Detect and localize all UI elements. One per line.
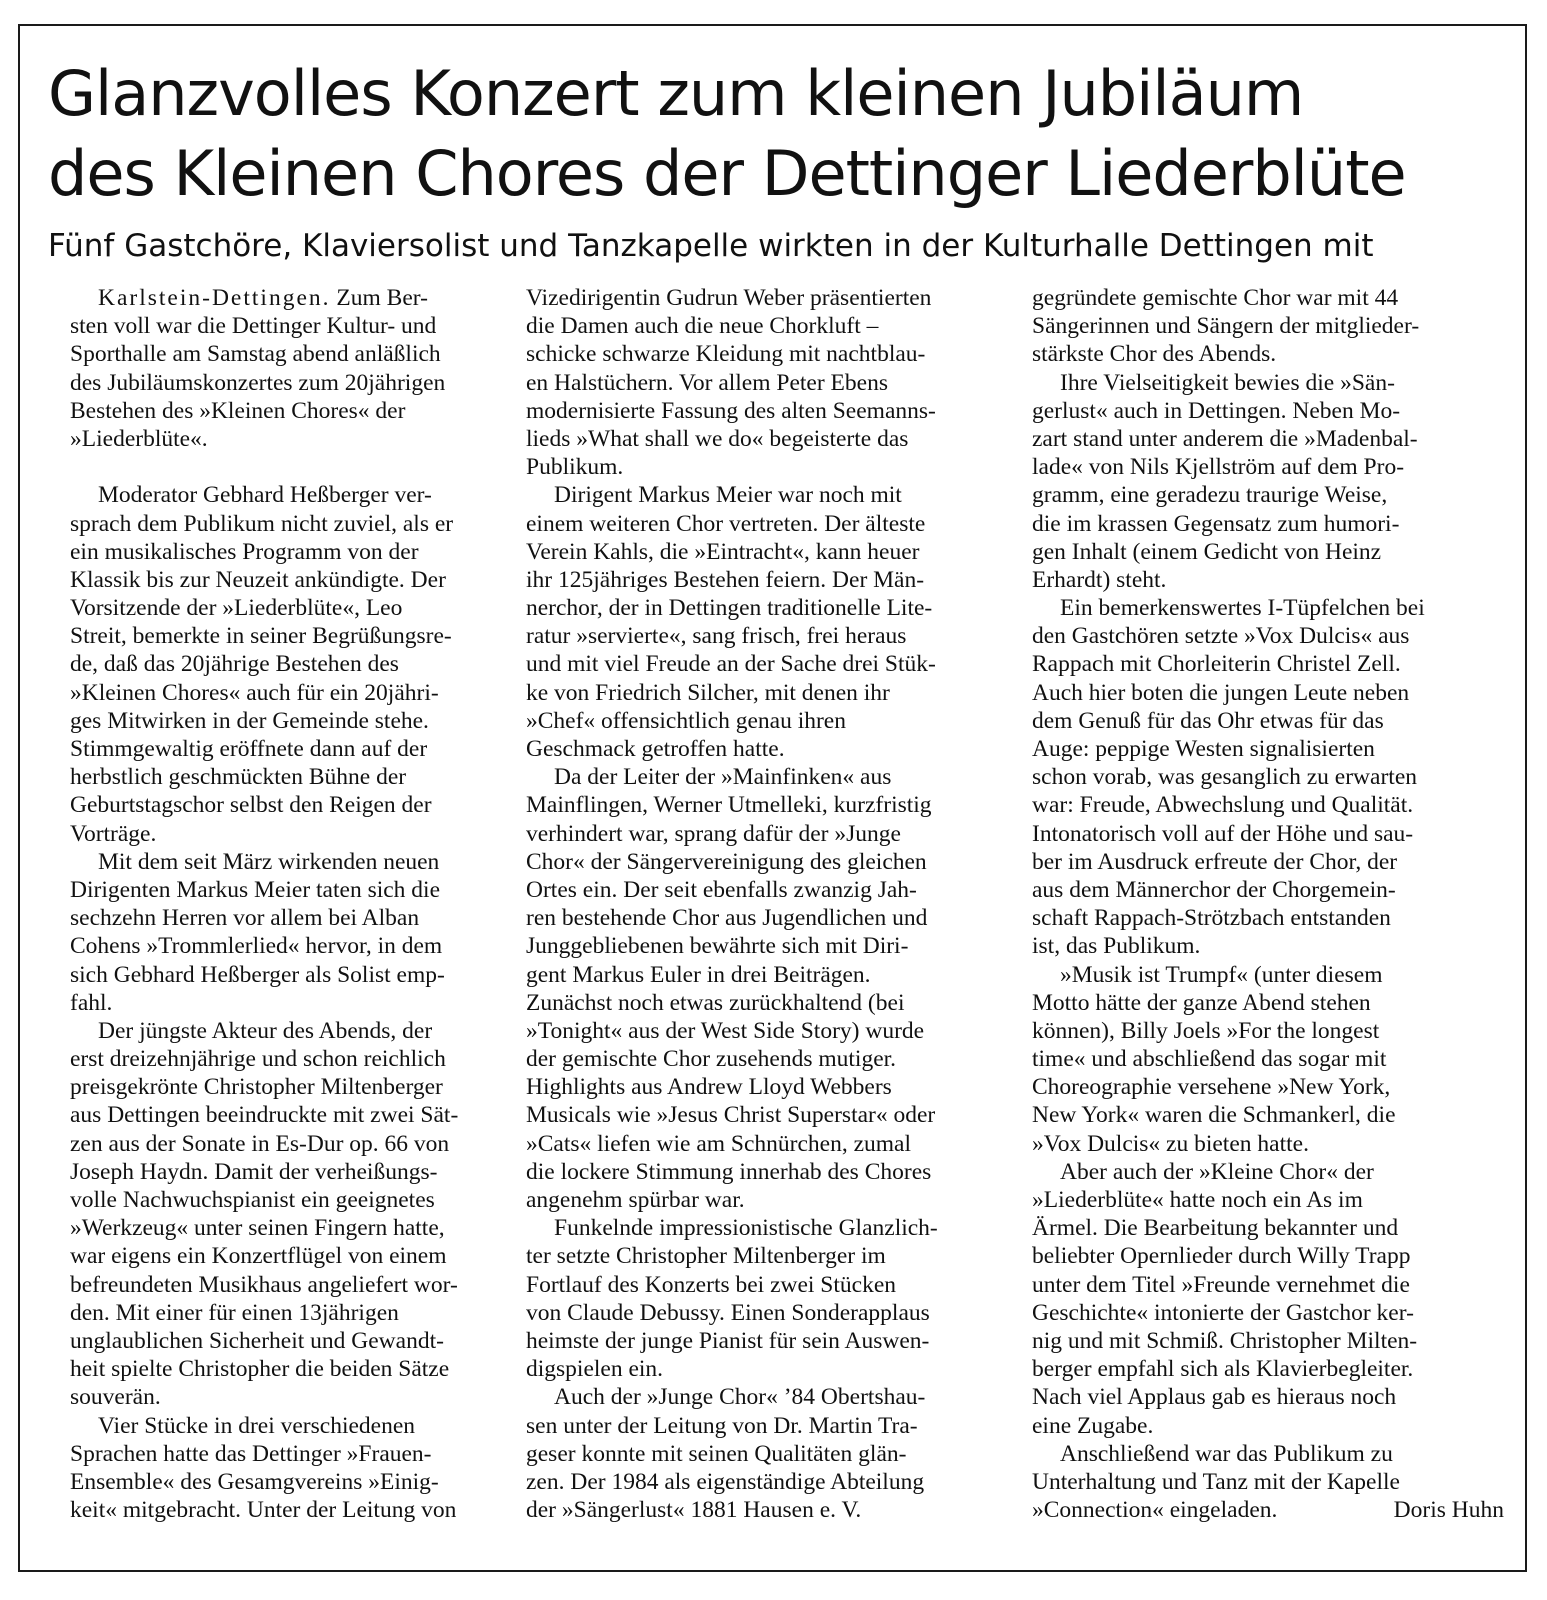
text-line: ren bestehende Chor aus Jugendlichen und <box>526 905 928 932</box>
text-line: Auch hier boten die jungen Leute neben <box>1032 679 1410 706</box>
headline <box>48 54 1508 214</box>
text-line: sten voll war die Dettinger Kultur- und <box>70 313 437 340</box>
text-line: gramm, eine geradezu traurige Weise, <box>1032 482 1388 509</box>
text-line: time« und abschließend das sogar mit <box>1032 1046 1387 1073</box>
text-line: war: Freude, Abwechslung und Qualität. <box>1032 792 1414 819</box>
text-line: Unterhaltung und Tanz mit der Kapelle <box>1032 1468 1400 1495</box>
text-line: sechzehn Herren vor allem bei Alban <box>70 905 420 932</box>
text-line: ges Mitwirken in der Gemeinde stehe. <box>70 707 429 734</box>
text-line: »Tonight« aus der West Side Story) wurde <box>526 1017 925 1044</box>
text-line: Zunächst noch etwas zurückhaltend (bei <box>526 989 905 1016</box>
text-line: gent Markus Euler in drei Beiträgen. <box>526 961 871 988</box>
text-line: verhindert war, sprang dafür der »Junge <box>526 820 901 847</box>
text-line: die im krassen Gegensatz zum humori- <box>1032 510 1400 537</box>
text-line: herbstlich geschmückten Bühne der <box>70 764 407 791</box>
text-line: »Vox Dulcis« zu bieten hatte. <box>1032 1130 1309 1157</box>
text-line: der gemischte Chor zusehends mutiger. <box>526 1046 897 1073</box>
line-text: Zum Ber- <box>330 285 428 311</box>
text-line: gerlust« auch in Dettingen. Neben Mo- <box>1032 397 1401 424</box>
text-line: war eigens ein Konzertflügel von einem <box>70 1243 447 1270</box>
text-line: ist, das Publikum. <box>1032 933 1201 960</box>
text-line: Dirigenten Markus Meier taten sich die <box>70 876 441 903</box>
text-line: Vorsitzende der »Liederblüte«, Leo <box>70 595 403 622</box>
text-line: keit« mitgebracht. Unter der Leitung von <box>70 1497 457 1524</box>
text-line: volle Nachwuchspianist ein geeignetes <box>70 1187 435 1213</box>
text-line: Anschließend war das Publikum zu <box>1060 1440 1393 1467</box>
line-text: »Connection« eingeladen. <box>1032 1497 1278 1524</box>
text-line: »Cats« liefen wie am Schnürchen, zumal <box>526 1130 912 1157</box>
text-line: aus dem Männerchor der Chorgemein- <box>1032 876 1396 903</box>
text-line: Nach viel Applaus gab es hieraus noch <box>1032 1384 1397 1411</box>
text-line: ihr 125jähriges Bestehen feiern. Der Män- <box>526 566 925 593</box>
text-line: die Damen auch die neue Chorkluft – <box>526 313 879 340</box>
text-line: »Musik ist Trumpf« (unter diesem <box>1060 961 1383 988</box>
article-column-1 <box>70 284 542 1524</box>
text-line: »Kleinen Chores« auch für ein 20jähri- <box>70 679 439 706</box>
text-line: Der jüngste Akteur des Abends, der <box>98 1017 433 1044</box>
text-line: befreundeten Musikhaus angeliefert wor- <box>70 1271 458 1298</box>
text-line: en Halstüchern. Vor allem Peter Ebens <box>526 369 888 396</box>
text-line: schicke schwarze Kleidung mit nachtblau- <box>526 341 926 368</box>
text-line: modernisierte Fassung des alten Seemanns- <box>526 397 936 424</box>
text-line: Sporthalle am Samstag abend anläßlich <box>70 341 441 368</box>
article-column-3 <box>1032 284 1504 1524</box>
text-line: zart stand unter anderem die »Madenbal- <box>1032 425 1418 452</box>
text-line: beliebter Opernlieder durch Willy Trapp <box>1032 1243 1411 1270</box>
text-line: Highlights aus Andrew Lloyd Webbers <box>526 1074 892 1101</box>
text-line: unglaublichen Sicherheit und Gewandt- <box>70 1327 444 1354</box>
text-line: zen. Der 1984 als eigenständige Abteilung <box>526 1468 925 1495</box>
text-line: heit spielte Christopher die beiden Sätze <box>70 1356 450 1383</box>
text-line: Publikum. <box>526 454 624 481</box>
text-line: aus Dettingen beeindruckte mit zwei Sät- <box>70 1102 459 1129</box>
text-line: eine Zugabe. <box>1032 1412 1154 1439</box>
text-line: Funkelnde impressionistische Glanzlich- <box>554 1215 938 1242</box>
text-line: Junggebliebenen bewährte sich mit Diri- <box>526 933 909 960</box>
text-line: New York« waren die Schmankerl, die <box>1032 1102 1396 1129</box>
text-line: Geburtstagschor selbst den Reigen der <box>70 792 432 819</box>
text-line: gen Inhalt (einem Gedicht von Heinz <box>1032 538 1382 565</box>
text-line: berger empfahl sich als Klavierbegleiter. <box>1032 1356 1414 1383</box>
text-line: souverän. <box>70 1384 161 1411</box>
text-line: Ein bemerkenswertes I-Tüpfelchen bei <box>1060 595 1425 622</box>
text-line <box>70 284 542 312</box>
text-line: Vizedirigentin Gudrun Weber präsentierten <box>526 285 932 311</box>
dateline: Karlstein-Dettingen. <box>98 285 331 311</box>
paragraph-gap <box>70 453 542 481</box>
text-line: den Gastchören setzte »Vox Dulcis« aus <box>1032 623 1410 650</box>
text-line: fahl. <box>70 989 113 1016</box>
text-line <box>1032 1496 1504 1524</box>
text-line: heimste der junge Pianist für sein Auswen- <box>526 1327 930 1354</box>
text-line: ber im Ausdruck erfreute der Chor, der <box>1032 848 1398 875</box>
text-line: Erhardt) steht. <box>1032 566 1167 593</box>
text-line: Cohens »Trommlerlied« hervor, in dem <box>70 933 443 960</box>
text-line: Streit, bemerkte in seiner Begrüßungsre- <box>70 623 452 650</box>
text-line: von Claude Debussy. Einen Sonderapplaus <box>526 1299 930 1326</box>
text-line: der »Sängerlust« 1881 Hausen e. V. <box>526 1497 862 1524</box>
text-line: Aber auch der »Kleine Chor« der <box>1060 1158 1374 1185</box>
text-line: des Jubiläumskonzertes zum 20jährigen <box>70 369 446 396</box>
text-line: Sängerinnen und Sängern der mitglieder- <box>1032 313 1420 340</box>
text-line: Motto hätte der ganze Abend stehen <box>1032 989 1371 1016</box>
text-line: Joseph Haydn. Damit der verheißungs- <box>70 1158 438 1185</box>
text-line: lieds »What shall we do« begeisterte das <box>526 425 909 452</box>
text-line: gegründete gemischte Chor war mit 44 <box>1032 285 1399 311</box>
text-line: die lockere Stimmung innerhab des Chores <box>526 1158 932 1185</box>
text-line: de, daß das 20jährige Bestehen des <box>70 651 399 678</box>
text-line: digspielen ein. <box>526 1356 664 1383</box>
headline-line-2: des Kleinen Chores der Dettinger Liederblüte <box>48 137 1406 210</box>
text-line: unter dem Titel »Freunde vernehmet die <box>1032 1271 1410 1298</box>
text-line: nerchor, der in Dettingen traditionelle Lite- <box>526 595 933 622</box>
text-line: und mit viel Freude an der Sache drei Stük- <box>526 651 936 678</box>
text-line: Verein Kahls, die »Eintracht«, kann heuer <box>526 538 920 565</box>
subheadline: Fünf Gastchöre, Klaviersolist und Tanzkapelle wirkten in der Kulturhalle Dettingen mit <box>48 228 1374 264</box>
text-line: »Liederblüte« hatte noch ein As im <box>1032 1187 1363 1213</box>
author-byline: Doris Huhn <box>1393 1497 1504 1524</box>
text-line: ter setzte Christopher Miltenberger im <box>526 1243 886 1270</box>
text-line: »Chef« offensichtlich genau ihren <box>526 707 846 734</box>
text-line: Choreographie versehene »New York, <box>1032 1074 1391 1101</box>
text-line: nig und mit Schmiß. Christopher Milten- <box>1032 1327 1418 1354</box>
text-line: ratur »servierte«, sang frisch, frei heraus <box>526 623 907 650</box>
text-line: Intonatorisch voll auf der Höhe und sau- <box>1032 820 1414 847</box>
text-line: Ensemble« des Gesamgvereins »Einig- <box>70 1468 439 1495</box>
text-line: lade« von Nils Kjellström auf dem Pro- <box>1032 454 1405 481</box>
text-line: Mainflingen, Werner Utmelleki, kurzfristig <box>526 792 932 819</box>
text-line: geser konnte mit seinen Qualitäten glän- <box>526 1440 907 1467</box>
text-line: Chor« der Sängervereinigung des gleichen <box>526 848 927 875</box>
text-line: sprach dem Publikum nicht zuviel, als er <box>70 510 454 537</box>
text-line: Moderator Gebhard Heßberger ver- <box>98 482 432 509</box>
text-line: Vorträge. <box>70 820 157 847</box>
text-line: erst dreizehnjährige und schon reichlich <box>70 1046 446 1073</box>
text-line: stärkste Chor des Abends. <box>1032 341 1277 368</box>
text-line: dem Genuß für das Ohr etwas für das <box>1032 707 1384 734</box>
text-line: preisgekrönte Christopher Miltenberger <box>70 1074 443 1101</box>
text-line: Mit dem seit März wirkenden neuen <box>98 848 440 875</box>
text-line: Auch der »Junge Chor« ’84 Obertshau- <box>554 1384 926 1411</box>
text-line: schon vorab, was gesanglich zu erwarten <box>1032 764 1417 791</box>
text-line: Musicals wie »Jesus Christ Superstar« oder <box>526 1102 936 1129</box>
text-line: den. Mit einer für einen 13jährigen <box>70 1299 399 1326</box>
text-line: ke von Friedrich Silcher, mit denen ihr <box>526 679 890 706</box>
text-line: einem weiteren Chor vertreten. Der älteste <box>526 510 926 537</box>
text-line: können), Billy Joels »For the longest <box>1032 1017 1380 1044</box>
text-line: Bestehen des »Kleinen Chores« der <box>70 397 406 424</box>
text-line: Auge: peppige Westen signalisierten <box>1032 736 1375 762</box>
article-column-2 <box>526 284 998 1524</box>
text-line: Ärmel. Die Bearbeitung bekannter und <box>1032 1215 1399 1242</box>
text-line: schaft Rappach-Strötzbach entstanden <box>1032 905 1391 932</box>
text-line: Stimmgewaltig eröffnete dann auf der <box>70 736 428 762</box>
text-line: Dirigent Markus Meier war noch mit <box>554 482 902 509</box>
text-line: Da der Leiter der »Mainfinken« aus <box>554 764 892 791</box>
text-line: angenehm spürbar war. <box>526 1187 745 1213</box>
text-line: Sprachen hatte das Dettinger »Frauen- <box>70 1440 432 1467</box>
text-line: Klassik bis zur Neuzeit ankündigte. Der <box>70 566 446 593</box>
text-line: sich Gebhard Heßberger als Solist emp- <box>70 961 445 988</box>
text-line: Geschmack getroffen hatte. <box>526 736 785 762</box>
text-line: zen aus der Sonate in Es-Dur op. 66 von <box>70 1130 450 1157</box>
text-line: Ihre Vielseitigkeit bewies die »Sän- <box>1060 369 1395 396</box>
text-line: Ortes ein. Der seit ebenfalls zwanzig Jah- <box>526 876 917 903</box>
newspaper-article <box>18 24 1527 1572</box>
text-line: Fortlauf des Konzerts bei zwei Stücken <box>526 1271 897 1298</box>
text-line: »Werkzeug« unter seinen Fingern hatte, <box>70 1215 445 1242</box>
text-line: »Liederblüte«. <box>70 425 208 452</box>
text-line: Geschichte« intonierte der Gastchor ker- <box>1032 1299 1414 1326</box>
text-line: sen unter der Leitung von Dr. Martin Tra- <box>526 1412 918 1439</box>
headline-line-1: Glanzvolles Konzert zum kleinen Jubiläum <box>48 57 1304 130</box>
text-line: Vier Stücke in drei verschiedenen <box>98 1412 416 1439</box>
text-line: ein musikalisches Programm von der <box>70 538 419 565</box>
text-line: Rappach mit Chorleiterin Christel Zell. <box>1032 651 1401 678</box>
